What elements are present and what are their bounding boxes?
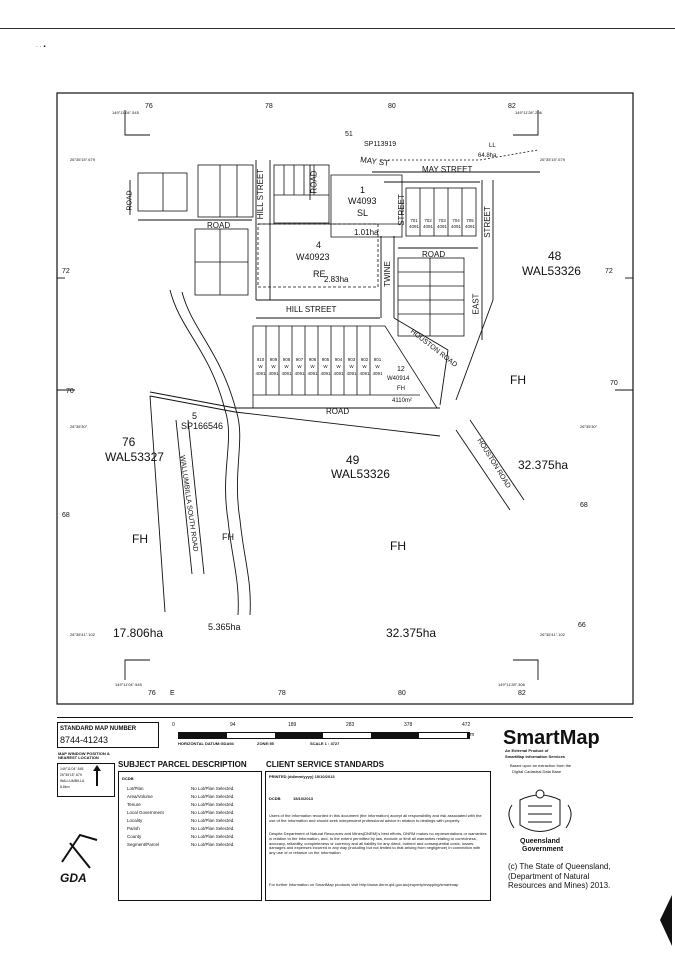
lat-bottom-right: 26°35'41".102 [540,632,565,637]
grid-right-70: 70 [610,380,618,387]
lot-number: 703 [438,218,446,223]
disclaimer-1: Users of the information recorded in this document (the Information) accept all responsibility and risk associated with the use of the Information and should seek independent professional advice in relation to dealings with property. [269,813,482,823]
parcel-row-label: Area/Volume [127,794,153,799]
parcel-row-value: No Lot/Plan Selected. [191,810,235,815]
lot-code: 4091 [320,371,331,376]
client-service-title: CLIENT SERVICE STANDARDS [266,760,384,769]
lot-code: 4091 [346,371,357,376]
lot-number: 904 [334,357,343,362]
parcel-row-value: No Lot/Plan Selected. [191,794,235,799]
parcel-12: 12 [397,366,405,373]
grid-bottom-76: 76 [148,690,156,697]
parcel-fh-small: FH [397,386,405,392]
lot-tenure: W [349,364,354,369]
street-road-v2: ROAD [309,170,319,194]
smartmap-sub3: Based upon an extraction from the [510,763,572,768]
parcel-row-value: No Lot/Plan Selected. [191,786,235,791]
scale-tick-label: 472 [462,722,471,728]
street-road-h3: ROAD [326,407,350,416]
smartmap-sub4: Digital Cadastral Data Base [512,769,562,774]
coord-bottom-right: 149°11'28".306 [498,682,525,687]
scan-mark: · · ▪ [36,44,46,50]
grid-right-72: 72 [605,268,613,275]
street-may-street: MAY STREET [422,165,473,174]
subject-parcel-title: SUBJECT PARCEL DESCRIPTION [118,760,247,769]
parcel-fh-east: FH [510,373,526,387]
lot-number: 907 [295,357,304,362]
parcel-fh-mid: FH [222,532,234,542]
parcel-wal53326-b: WAL53326 [331,467,390,481]
area-2-83: 2.83ha [324,275,349,284]
lot-number: 702 [424,218,432,223]
scale-text: SCALE 1 : 4727 [310,741,340,746]
parcel-fh-left: FH [132,532,148,546]
nearest-location-line: 8.8km [60,785,70,789]
coord-bottom-left: 149°11'04".545 [115,682,142,687]
mw-label: MAP WINDOW POSITION & NEAREST LOCATION [58,751,110,760]
area-64-8: 64.8ha [478,153,497,159]
qld-gov-1: Queensland [520,838,561,845]
scale-tick-label: 0 [172,722,175,728]
lot-number: 903 [347,357,356,362]
grid-bottom-78: 78 [278,690,286,697]
area-32375-a: 32.375ha [518,458,569,472]
lot-tenure: W [258,364,263,369]
grid-bottom-80: 80 [398,690,406,697]
parcel-4: 4 [316,240,322,250]
parcel-row-label: County [127,834,142,839]
street-east: EAST [471,293,481,315]
disclaimer-3: For further information on SmartMap products visit http://www.dnrm.qld.gov.au/property/mapping/smartmap [269,882,459,887]
scale-tick-label: 189 [288,722,297,728]
street-twine: TWINE [382,261,392,287]
street-houston-road-2: HOUSTON ROAD [475,437,512,490]
grid-bottom-82: 82 [518,690,526,697]
parcel-ll: LL [489,143,496,149]
parcel-row-value: No Lot/Plan Selected. [191,834,235,839]
lot-number: 902 [360,357,369,362]
lat-bottom-left: 26°35'41".102 [70,632,95,637]
lot-number: 909 [269,357,278,362]
horizontal-datum: HORIZONTAL DATUM:GDA94 [178,741,234,746]
grid-top-76: 76 [145,103,153,110]
parcel-row-label: Locality [127,818,143,823]
area-5365: 5.365ha [208,622,241,632]
nearest-location-line: 149°11'04".545 [60,767,84,771]
street-hill-street-h: HILL STREET [286,305,337,314]
coord-top-right: 149°11'28".206 [515,110,542,115]
lot-code: 4091 [450,224,461,229]
std-map-number: 8744-41243 [60,735,109,745]
street-wallumbilla: WALLUMBILLA SOUTH ROAD [178,454,199,553]
std-map-label: STANDARD MAP NUMBER [60,726,137,732]
parcel-1: 1 [360,185,366,195]
nearest-location-line: WALLUMBILLA [60,779,85,783]
smartmap-sub1: An External Product of [505,748,549,753]
area-1-01: 1.01ha [354,228,379,237]
grid-bottom-e: E [170,690,175,697]
lot-code: 4091 [359,371,370,376]
grid-right-68: 68 [580,502,588,509]
scale-unit: m [470,732,475,738]
lot-code: 4091 [294,371,305,376]
lot-tenure: W [297,364,302,369]
parcel-row-value: No Lot/Plan Selected. [191,802,235,807]
lot-number: 701 [410,218,418,223]
lot-number: 704 [452,218,460,223]
dcdb-small: DCDB [122,776,134,781]
lot-code: 4091 [307,371,318,376]
lot-tenure: W [323,364,328,369]
scale-tick-label: 94 [230,722,236,728]
parcel-row-label: Lot/Plan [127,786,144,791]
lot-code: 4091 [281,371,292,376]
grid-top-82: 82 [508,103,516,110]
grid-right-66: 66 [578,622,586,629]
lat-mid-right: 26°35'30" [580,424,598,429]
parcel-w40923: W40923 [296,252,330,262]
parcel-sl: SL [357,208,369,218]
lat-top-left: 26°35'15".679 [70,157,95,162]
parcel-5: 5 [192,411,198,421]
scale-tick-label: 378 [404,722,413,728]
parcel-48: 48 [548,249,562,263]
parcel-w40914: W40914 [387,376,410,382]
coord-top-left: 149°11'04".545 [112,110,139,115]
parcel-re: RE [313,269,326,279]
lat-mid-left: 26°35'30" [70,424,88,429]
parcel-row-label: Local Government [127,810,164,815]
gda-label: GDA [60,871,87,885]
dcdb-date-label: DCDB [269,796,281,801]
smartmap-logo: SmartMap [503,727,600,749]
scale-tick-label: 283 [346,722,355,728]
street-may-st: MAY ST [359,155,390,168]
street-street-v: STREET [396,194,406,226]
grid-top-80: 80 [388,103,396,110]
parcel-row-label: Tenure [127,802,141,807]
grid-left-72: 72 [62,268,70,275]
parcel-wal53326-a: WAL53326 [522,264,581,278]
lot-tenure: W [284,364,289,369]
area-32375-b: 32.375ha [386,626,437,640]
lot-tenure: W [310,364,315,369]
parcel-w4093: W4093 [348,196,377,206]
smartmap-sub2: SmartMap Information Services [505,754,566,759]
parcel-row-label: Segment/Parcel [127,842,160,847]
lot-code: 4091 [408,224,419,229]
parcel-wal53327: WAL53327 [105,450,164,464]
area-4110: 4110m² [392,398,412,404]
lot-tenure: W [375,364,380,369]
lot-tenure: W [336,364,341,369]
qld-gov-2: Government [522,846,564,853]
parcel-sp113919: SP113919 [364,141,397,148]
nearest-location-line: 26°35'15".679 [60,773,82,777]
parcel-51: 51 [345,131,353,138]
lot-code: 4091 [422,224,433,229]
lot-number: 901 [373,357,382,362]
area-17806: 17.806ha [113,626,164,640]
lot-number: 705 [466,218,474,223]
parcel-row-value: No Lot/Plan Selected. [191,818,235,823]
parcel-row-label: Parish [127,826,140,831]
lot-code: 4091 [372,371,383,376]
dcdb-date: 15/10/2013 [293,796,314,801]
zone: ZONE:55 [257,741,274,746]
lot-code: 4091 [255,371,266,376]
lot-code: 4091 [436,224,447,229]
parcel-sp166546: SP166546 [181,421,224,431]
street-road-v1: ROAD [126,190,134,211]
grid-left-70: 70 [66,388,74,395]
grid-top-78: 78 [265,103,273,110]
lat-top-right: 26°35'15".679 [540,157,565,162]
lot-number: 908 [282,357,291,362]
disclaimer-2: Despite Department of Natural Resources and Mines(DNRM)'s best efforts, DNRM makes no representations or warranties in relation to the Information, and, to the extent permitted by law, exclude or limit all warranties relating to correctness, accuracy, reliability, completeness or currency and all liability for any direct, indirect and consequential costs, losses, damages and expenses incurred in any way (including but not limited to that arising from negligence) in connection with any use of or reliance on the Information [269,831,487,856]
parcel-fh-center: FH [390,539,406,553]
parcel-row-value: No Lot/Plan Selected. [191,842,235,847]
lot-code: 4091 [333,371,344,376]
lot-code: 4091 [268,371,279,376]
parcel-49: 49 [346,453,360,467]
grid-left-68: 68 [62,512,70,519]
lot-number: 905 [321,357,330,362]
parcel-76: 76 [122,435,136,449]
lot-number: 906 [308,357,317,362]
street-road-h2: ROAD [422,250,446,259]
lot-code: 4091 [464,224,475,229]
lot-tenure: W [271,364,276,369]
street-houston-road-1: HOUSTON ROAD [408,328,459,369]
street-street-east: STREET [482,206,492,238]
lot-number: 910 [256,357,265,362]
street-road-h1: ROAD [207,221,231,230]
lot-tenure: W [362,364,367,369]
copyright: (c) The State of Queensland, (Department of Natural Resources and Mines) 2013. [508,862,611,891]
printed-date: PRINTED (dd/mm/yyyy) 15/10/2013 [269,774,335,779]
street-hill-street-v: HILL STREET [256,168,266,220]
parcel-row-value: No Lot/Plan Selected. [191,826,235,831]
